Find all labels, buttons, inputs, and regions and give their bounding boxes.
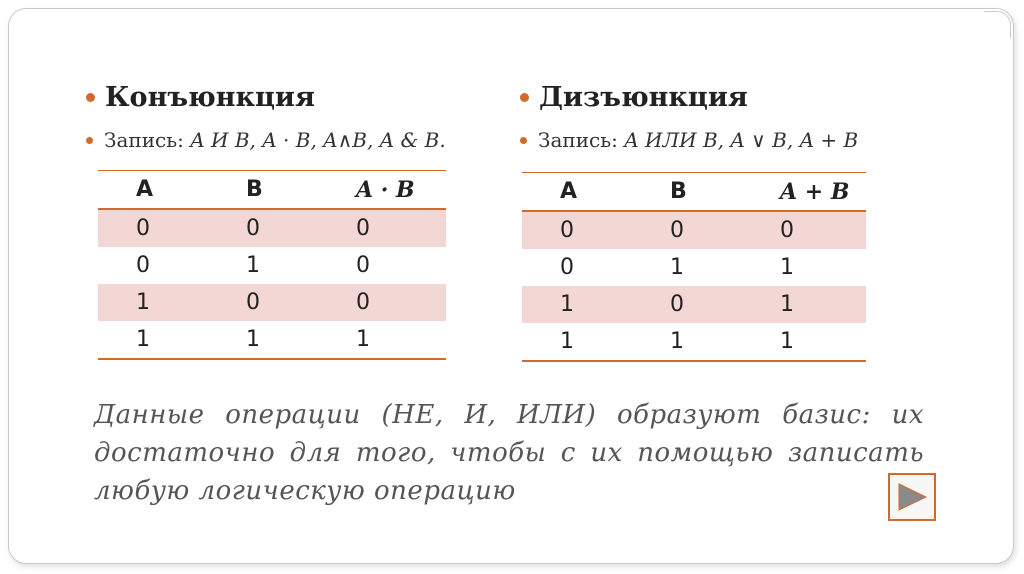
table-row [98,284,446,321]
bullet-icon [86,137,93,144]
notation-prefix: Запись: [104,128,191,152]
column-header-a: A [98,171,208,210]
conjunction-title: Конъюнкция [105,81,315,113]
conjunction-section [86,78,446,154]
table-row [522,323,866,361]
next-slide-button[interactable] [888,473,936,521]
table-cell: 0 [522,211,632,249]
table-header-row [98,171,446,210]
table-cell: 1 [522,323,632,361]
table-cell: 1 [780,255,794,280]
table-cell: 0 [318,209,446,247]
table-cell: 1 [522,286,632,323]
notation-prefix: Запись: [538,128,625,152]
table-cell: 1 [632,323,742,361]
disjunction-section [520,78,892,154]
play-triangle-icon [895,482,929,512]
table-cell: 0 [98,209,208,247]
conjunction-heading [86,78,446,116]
table-cell: 0 [632,286,742,323]
bullet-icon [520,137,527,144]
conjunction-notation [86,126,446,154]
conjunction-truth-table [98,170,446,360]
table-cell: 1 [98,321,208,359]
disjunction-truth-table [522,172,866,362]
column-header-result: A · B [318,171,446,210]
table-cell: 0 [356,253,370,278]
table-cell: 0 [208,284,318,321]
table-header-row [522,173,866,212]
table-row [98,321,446,359]
table-cell: 0 [208,209,318,247]
table-row [522,249,866,286]
bullet-icon [520,93,529,102]
disjunction-heading [520,78,892,116]
column-header-b: B [632,173,742,212]
disjunction-title: Дизъюнкция [539,81,748,113]
column-header-b: B [208,171,318,210]
table-cell: 1 [318,321,446,359]
table-cell: 0 [560,255,574,280]
conclusion-text: Данные операции (НЕ, И, ИЛИ) образуют базис: их достаточно для того, чтобы с их помощью записать любую логическую операцию [94,400,924,506]
table-row [98,209,446,247]
table-cell: 1 [670,255,684,280]
table-row [522,211,866,249]
table-cell: 1 [742,323,866,361]
table-cell: 0 [318,284,446,321]
notation-expression: A И B, A · B, A∧B, A & B. [190,128,446,152]
table-cell: 1 [246,253,260,278]
column-header-a: A [522,173,632,212]
table-cell: 0 [136,253,150,278]
column-header-result: A + B [742,173,866,212]
table-row [98,247,446,284]
notation-expression: A ИЛИ B, A ∨ B, A + B [624,128,859,152]
disjunction-notation [520,126,892,154]
table-cell: 1 [742,286,866,323]
table-cell: 1 [98,284,208,321]
table-cell: 0 [632,211,742,249]
page-curl-decoration [984,11,1011,38]
table-cell: 0 [742,211,866,249]
table-cell: 1 [208,321,318,359]
bullet-icon [86,93,95,102]
table-row [522,286,866,323]
